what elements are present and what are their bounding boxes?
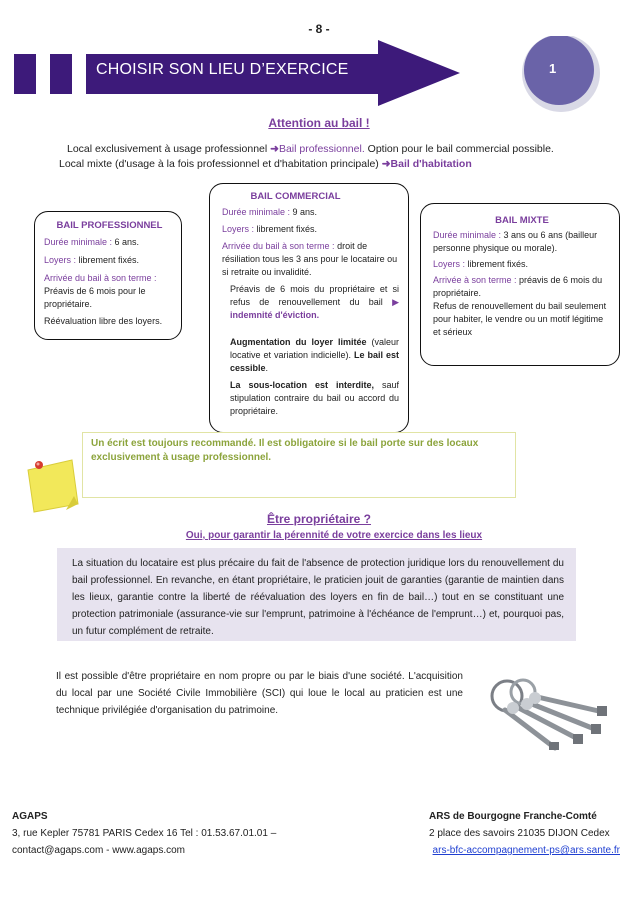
proprietaire-subtitle: Oui, pour garantir la pérennité de votre exercice dans les lieux: [185, 530, 483, 541]
cessible-text: Le bail est cessible: [230, 350, 400, 373]
proprietaire-box: La situation du locataire est plus précaire du fait de l'absence de protection juridique lors du renouvellement du bail professionnel. En revanche, en étant propriétaire, le praticien jouit de garanties (garantie de maintien dans les lieux, garantie contre la liberté de réévaluation des loyers en fin de bail…) tout en se constituant une protection patrimoniale (assurance-vie sur l'emprunt, patrimoine à l'échéance de l'emprunt…) et, pourquoi pas, un futur complément de retraite.: [57, 548, 576, 641]
loyers-label: Loyers :: [44, 255, 77, 265]
proprietaire-paragraph: Il est possible d'être propriétaire en nom propre ou par le biais d'une société. L'acquisition du local par une Société Civile Immobilière (SCI) qui loue le local au praticien est une technique privilégiée d'organisation du patrimoine.: [56, 671, 463, 716]
loyers-value: librement fixés.: [76, 255, 140, 265]
refus-text: Refus de renouvellement du bail seulement pour habiter, le vendre ou un motif légitime et sérieux: [433, 301, 607, 337]
arrow-right-icon: ➜: [381, 158, 391, 170]
page-number: - 8 -: [308, 22, 330, 36]
duree-label: Durée minimale :: [222, 207, 291, 217]
intro-line-1: [67, 143, 554, 155]
keys-image: [475, 662, 615, 752]
bail-mixte-box: [420, 203, 620, 366]
sous-location-bold: La sous-location est interdite,: [230, 380, 374, 390]
footer-left: [12, 808, 276, 859]
augmentation-bold: Augmentation du loyer limitée: [230, 337, 367, 347]
preavis-text: Préavis de 6 mois du propriétaire et si refus de renouvellement du bail: [230, 284, 399, 307]
intro-line-2: [59, 158, 472, 170]
bail-commercial-box: BAIL COMMERCIAL Durée minimale : 9 ans. Loyers : librement fixés. Arrivée du bail à son terme : droit de résiliation tous les 3 ans pour le locataire ou si retraite ou invalidité. Préavis de 6 mois du propriétaire et si refus de renouvellement du bail ▶ indemnité d'éviction. Augmentation du loyer limitée (valeur locative et variation indicielle). Le bail est cessible. La sous-location est interdite, sauf stipulation contraire du bail ou accord du propriétaire.: [209, 183, 409, 433]
proprietaire-heading: Être propriétaire ?: [266, 512, 372, 526]
footer-right: [415, 808, 620, 859]
sticky-note-icon: [22, 456, 80, 514]
bail-professionnel-box: [34, 211, 182, 340]
arrivee-value: préavis de 6 mois du propriétaire.: [433, 275, 603, 298]
intro-line1-link: Bail professionnel.: [278, 143, 365, 155]
arrivee-value: droit de résiliation tous les 3 ans pour le locataire ou si retraite ou invalidité.: [222, 241, 398, 277]
reevaluation-text: Réévaluation libre des loyers.: [44, 316, 163, 326]
bail-commercial-title: BAIL COMMERCIAL: [250, 191, 341, 202]
duree-value: 3 ans ou 6 ans (bailleur personne physique ou morale).: [433, 230, 598, 253]
duree-label: Durée minimale :: [433, 230, 502, 240]
footer-left-org: AGAPS: [12, 811, 48, 822]
attention-heading: Attention au bail !: [268, 116, 370, 130]
indemnite-text: indemnité d'éviction.: [230, 310, 320, 320]
intro-line2-link: Bail d'habitation: [390, 158, 472, 170]
arrivee-label: Arrivée à son terme :: [433, 275, 517, 285]
badge-circle: [524, 36, 594, 105]
footer-right-address: 2 place des savoirs 21035 DIJON Cedex: [429, 828, 610, 839]
banner-title: CHOISIR SON LIEU D’EXERCICE: [96, 61, 349, 78]
loyers-value: librement fixés.: [254, 224, 318, 234]
duree-value: 9 ans.: [290, 207, 318, 217]
augmentation-rest: (valeur locative et variation indicielle).: [230, 337, 400, 360]
footer-right-email-link[interactable]: ars-bfc-accompagnement-ps@ars.sante.fr: [432, 845, 620, 856]
recommendation-note: Un écrit est toujours recommandé. Il est obligatoire si le bail porte sur des locaux exclusivement à usage professionnel.: [82, 432, 516, 498]
intro-line1-text: Local exclusivement à usage professionnel: [67, 143, 268, 155]
arrow-right-icon: ➜: [270, 143, 279, 155]
footer-left-address: 3, rue Kepler 75781 PARIS Cedex 16 Tel : 01.53.67.01.01 –: [12, 828, 277, 839]
bail-professionnel-title: BAIL PROFESSIONNEL: [56, 220, 163, 231]
duree-value: 6 ans.: [112, 237, 140, 247]
arrivee-label: Arrivée du bail à son terme :: [44, 273, 157, 283]
bail-mixte-title: BAIL MIXTE: [495, 215, 549, 226]
loyers-label: Loyers :: [222, 224, 255, 234]
sous-location-rest: sauf stipulation contraire du bail ou accord du propriétaire.: [230, 380, 399, 416]
arrivee-label: Arrivée du bail à son terme :: [222, 241, 335, 251]
arrivee-value: Préavis de 6 mois pour le propriétaire.: [44, 286, 146, 309]
banner-square-2: [50, 54, 72, 94]
loyers-value: librement fixés.: [465, 259, 529, 269]
banner-square-1: [14, 54, 36, 94]
intro-line1-rest: Option pour le bail commercial possible.: [364, 143, 554, 155]
banner-badge: 1: [549, 61, 557, 76]
footer-right-org: ARS de Bourgogne Franche-Comté: [429, 811, 597, 822]
footer-left-contact[interactable]: contact@agaps.com - www.agaps.com: [12, 845, 186, 856]
intro-line2-text: Local mixte (d'usage à la fois professionnel et d'habitation principale): [59, 158, 379, 170]
triangle-right-icon: ▶: [392, 297, 399, 307]
loyers-label: Loyers :: [433, 259, 466, 269]
duree-label: Durée minimale :: [44, 237, 113, 247]
